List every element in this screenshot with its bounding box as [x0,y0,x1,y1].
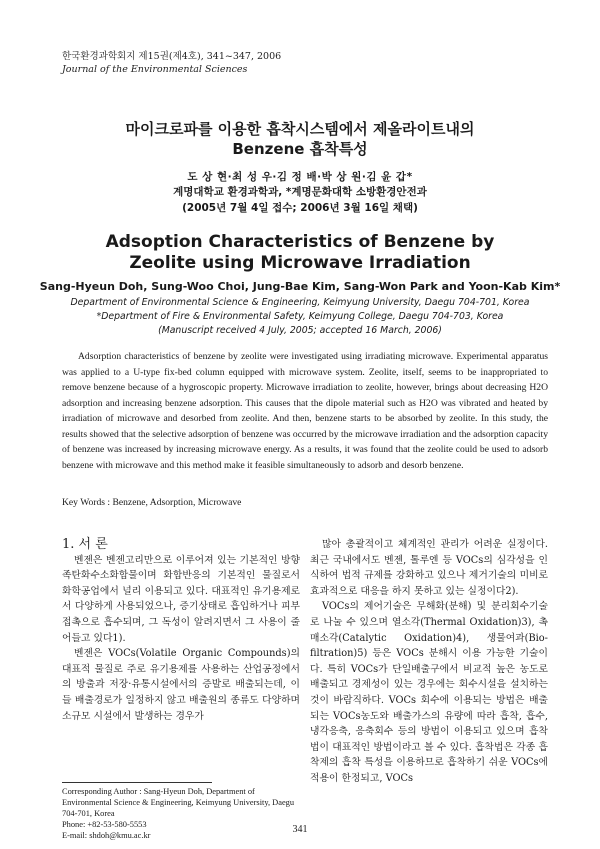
journal-name: Journal of the Environmental Sciences [62,64,248,75]
korean-title-line2: Benzene 흡착특성 [232,140,368,158]
right-column [310,537,548,787]
english-affiliation [0,296,600,338]
korean-title-line1: 마이크로파를 이용한 흡착시스템에서 제올라이트내의 [125,120,475,138]
journal-citation: 한국환경과학회지 제15권(제4호), 341~347, 2006 [62,51,282,62]
affiliation-line2: *Department of Fire & Environmental Safety, Keimyung College, Daegu 704-703, Korea [96,311,504,322]
abstract: Adsorption characteristics of benzene by zeolite were investigated using irradiating microwave. Experimental apparatus was applied to a U-type fix-bed column equipped with microwave system. Zeolite, itself, seems to be inappropriated to remove benzene because of a hygroscopic property. Microwave irradiation to zeolite, however, brings about decreasing H2O adsorption and increasing benzene adsorption. This causes that the dipole material such as H2O was vibrated and heated by irradiation of microwave and desorbed from zeolite. And then, benzene starts to be absorbed by zeolite. In this study, the results showed that the selective adsorption of benzene was occurred by the microwave irradiation and the adsorption capacity of benzene was increased by increasing microwave energy. As a results, it was found that the zeolite could be used to adsorb benzene with microwave and this method make it feasible simultaneously to adsorb and desorb benzene. [62,351,548,471]
paragraph: VOCs의 제어기술은 무해화(분해) 및 분리회수기술로 나눌 수 있으며 열소각(Thermal Oxidation)3), 촉매소각(Catalytic Oxidation)4), 생물여과(Bio-filtration)5) 등은 VOCs 분해시 이용 가능한 기술이다. 특히 VOCs가 단일배출구에서 비교적 높은 농도로 배출되고 경제성이 있는 경우에는 회수시설을 설치하는 것이 바람직하다. VOCs 회수에 이용되는 방법은 배출되는 VOCs농도와 배출가스의 유량에 따라 흡착, 흡수, 냉각응축, 응축회수 등의 방법이 이용되고 있으며 흡착법이 대표적인 방법이라고 볼 수 있다. 흡착법은 각종 흡착제의 흡착 특성을 이용하므로 흡착하기 쉬운 VOCs에 적용이 한정되고, VOCs [310,601,548,784]
english-authors: Sang-Hyeun Doh, Sung-Woo Choi, Jung-Bae Kim, Sang-Won Park and Yoon-Kab Kim* [39,280,561,293]
left-column [62,537,300,724]
page-number: 341 [292,824,308,835]
corresponding-email: E-mail: shdoh@kmu.ac.kr [62,831,151,840]
korean-dates: (2005년 7월 4일 접수; 2006년 3월 16일 채택) [182,202,418,214]
english-title-line1: Adsoption Characteristics of Benzene by [105,232,495,252]
corresponding-author-info: Corresponding Author : Sang-Hyeun Doh, Department of Environmental Science & Engineering, Keimyung University, Daegu 704-701, Korea [62,787,295,818]
footnote-divider [62,782,212,783]
corresponding-phone: Phone: +82-53-580-5553 [62,820,147,829]
paragraph: 많아 총괄적이고 체계적인 관리가 어려운 실정이다. 최근 국내에서도 벤젠, 톨루엔 등 VOCs의 심각성을 인식하여 법적 규제를 강화하고 있으나 제거기술의 미비로 효과적으로 대응을 하지 못하고 있는 실정이다2). [310,539,548,597]
korean-affiliation: 계명대학교 환경과학과, *계명문화대학 소방환경안전과 [173,186,427,198]
journal-header [62,50,281,76]
keywords: Key Words : Benzene, Adsorption, Microwave [62,497,242,508]
korean-authors: 도 상 현·최 성 우·김 정 배·박 상 원·김 윤 갑* [187,171,413,183]
affiliation-line1: Department of Environmental Science & Engineering, Keimyung University, Daegu 704-701, Korea [70,297,530,308]
paragraph: 벤젠은 VOCs(Volatile Organic Compounds)의 대표적 물질로 주로 유기용제를 사용하는 산업공정에서의 방출과 저장·유통시설에서의 증발로 배출되는데, 이들 배출경로가 일정하지 않고 배출원의 종류도 다양하며 소규모 시설에서 발생하는 경우가 [62,648,300,722]
english-title-line2: Zeolite using Microwave Irradiation [129,253,471,273]
section-heading: 1. 서 론 [62,537,108,552]
manuscript-dates: (Manuscript received 4 July, 2005; accepted 16 March, 2006) [158,325,442,336]
paragraph: 벤젠은 벤젠고리만으로 이루어져 있는 기본적인 방향족탄화수소화합물이며 화합반응의 기본적인 물질로서 화학공업에서 널리 이용되고 있다. 대표적인 유기용제로서 다양하게 사용되었으나, 증기상태로 흡입하거나 피부접촉으로 흡수되며, 그 독성이 알려지면서 그 사용이 줄어들고 있다1). [62,554,300,644]
